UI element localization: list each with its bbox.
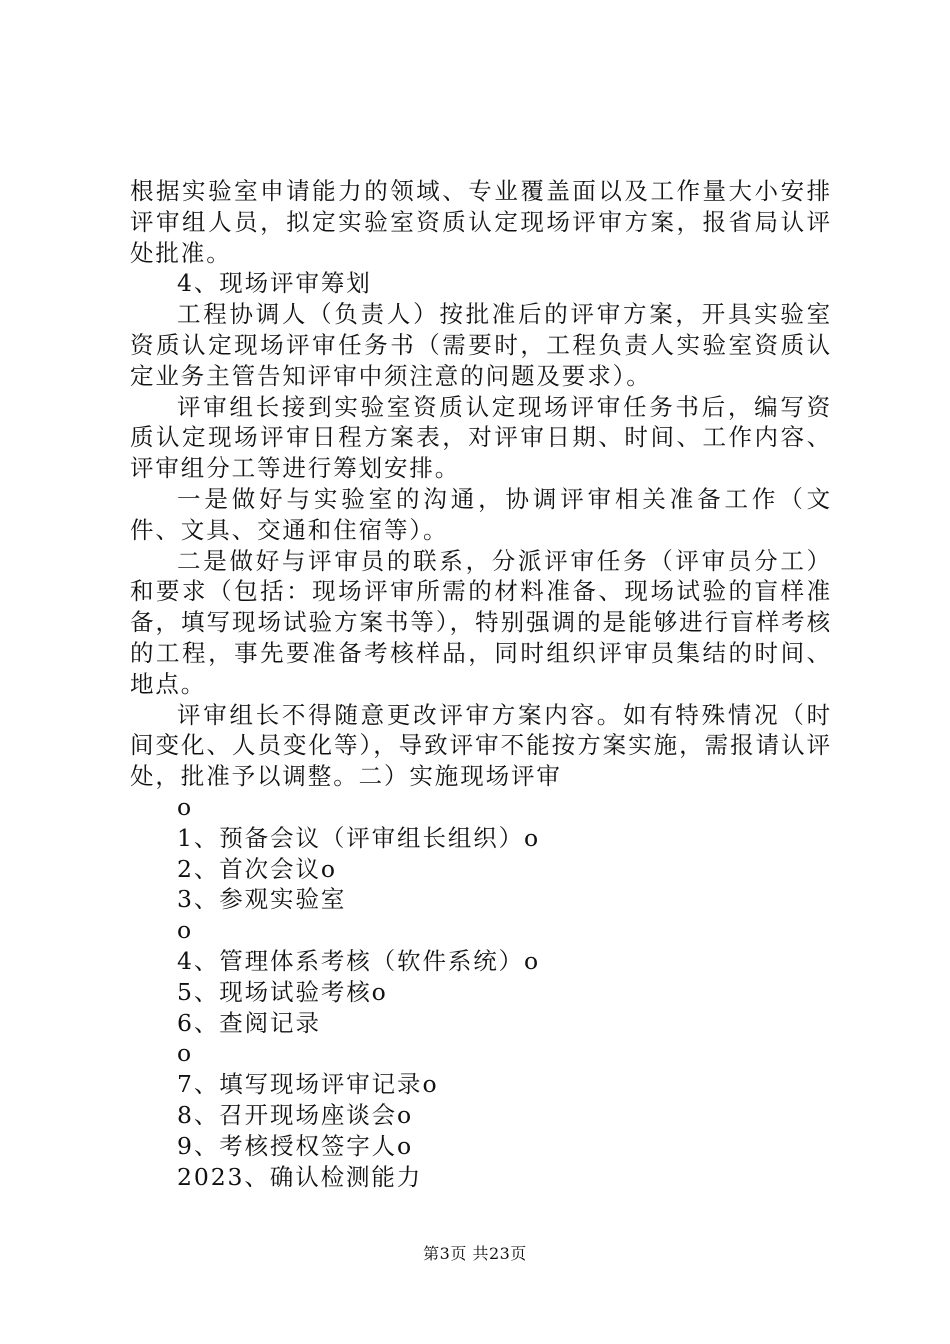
paragraph-plan-changes: 评审组长不得随意更改评审方案内容。如有特殊情况（时间变化、人员变化等），导致评审不能按方案实施，需报请认评处，批准予以调整。二）实施现场评审 bbox=[130, 700, 832, 791]
list-item-fill-records: 7、填写现场评审记录o bbox=[177, 1070, 439, 1099]
document-body bbox=[130, 176, 832, 1192]
list-line: o bbox=[177, 792, 194, 821]
list-item-authorized-signatory: 9、考核授权签字人o bbox=[177, 1131, 414, 1160]
list-line: o bbox=[177, 916, 194, 945]
page-number-footer: 第3页 共23页 bbox=[423, 1244, 527, 1263]
paragraph-lab-communication: 一是做好与实验室的沟通，协调评审相关准备工作（文件、文具、交通和住宿等）。 bbox=[130, 484, 832, 544]
list-item-first-meeting: 2、首次会议o bbox=[177, 854, 337, 883]
paragraph-reviewer-contact: 二是做好与评审员的联系，分派评审任务（评审员分工）和要求（包括：现场评审所需的材料准备、现场试验的盲样准备，填写现场试验方案书等），特别强调的是能够进行盲样考核的工程，事先要准备考核样品，同时组织评审员集结的时间、地点。 bbox=[130, 546, 832, 698]
paragraph-team-leader: 评审组长接到实验室资质认定现场评审任务书后，编写资质认定现场评审日程方案表，对评审日期、时间、工作内容、评审组分工等进行筹划安排。 bbox=[130, 392, 832, 483]
list-item-confirm-capability: 2023、确认检测能力 bbox=[177, 1162, 423, 1191]
paragraph-staffing: 根据实验室申请能力的领域、专业覆盖面以及工作量大小安排评审组人员，拟定实验室资质认定现场评审方案，报省局认评处批准。 bbox=[130, 177, 832, 267]
list-item-review-records: 6、查阅记录 bbox=[177, 1008, 321, 1037]
list-line: o bbox=[177, 1039, 194, 1068]
section-heading-onsite-planning: 4、现场评审筹划 bbox=[177, 269, 372, 298]
paragraph-project-coordinator: 工程协调人（负责人）按批准后的评审方案，开具实验室资质认定现场评审任务书（需要时，工程负责人实验室资质认定业务主管告知评审中须注意的问题及要求）。 bbox=[130, 300, 832, 390]
list-item-management-system: 4、管理体系考核（软件系统）o bbox=[177, 946, 541, 975]
list-item-visit-lab: 3、参观实验室 bbox=[177, 885, 347, 914]
list-item-symposium: 8、召开现场座谈会o bbox=[177, 1100, 414, 1129]
list-item-preparatory-meeting: 1、预备会议（评审组长组织）o bbox=[177, 823, 541, 852]
list-item-onsite-test: 5、现场试验考核o bbox=[177, 977, 388, 1006]
